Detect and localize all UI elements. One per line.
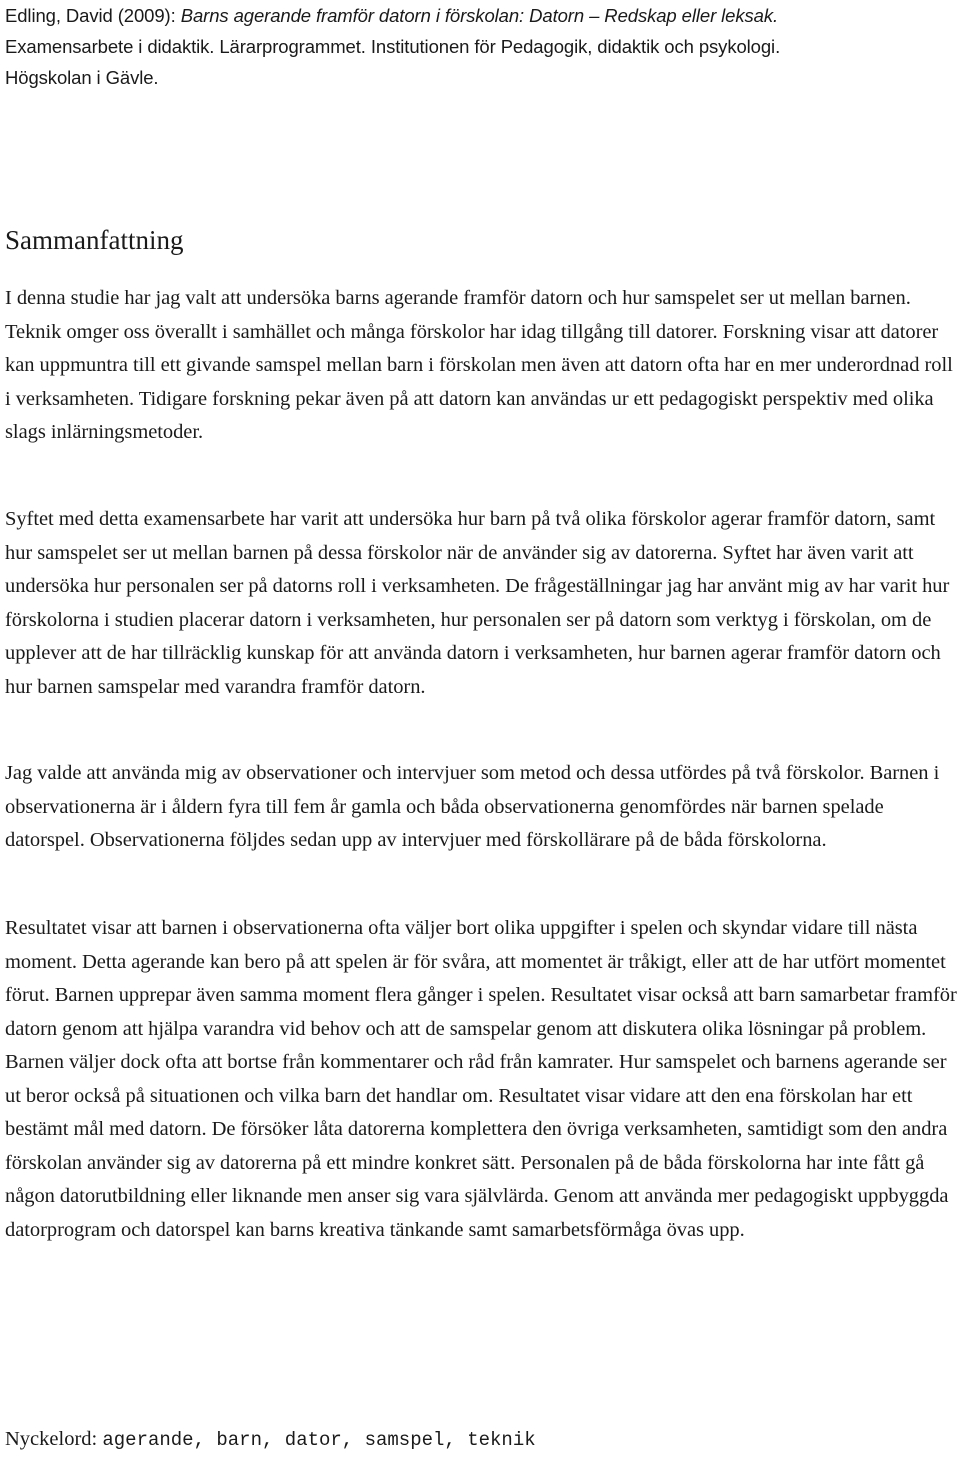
paragraph-introduction: I denna studie har jag valt att undersöka barns agerande framför datorn och hur samspelet ser ut mellan barnen. Teknik omger oss överallt i samhället och många förskolor har idag tillgång till datorer. Forskning visar att datorer kan uppmuntra till ett givande samspel mellan barn i förskolan men även att datorn ofta har en mer underordnad roll i verksamheten. Tidigare forskning pekar även på att datorn kan användas ur ett pedagogiskt perspektiv med olika slags inlärningsmetoder.	[5, 287, 953, 443]
keywords	[5, 1423, 536, 1458]
section-heading: Sammanfattning	[5, 225, 184, 255]
citation	[5, 0, 955, 93]
citation-author-year: Edling, David (2009):	[5, 5, 181, 26]
keywords-terms: agerande, barn, dator, samspel, teknik	[102, 1429, 536, 1451]
paragraph-method: Jag valde att använda mig av observationer och intervjuer som metod och dessa utfördes på två förskolor. Barnen i observationerna är i åldern fyra till fem år gamla och båda observationerna genomfördes när barnen spelade datorspel. Observationerna följdes sedan upp av intervjuer med förskollärare på de båda förskolorna.	[5, 762, 940, 851]
citation-line-1	[5, 0, 955, 31]
citation-line-2: Examensarbete i didaktik. Lärarprogrammet. Institutionen för Pedagogik, didaktik och psykologi.	[5, 36, 781, 57]
paragraph-purpose: Syftet med detta examensarbete har varit att undersöka hur barn på två olika förskolor agerar framför datorn, samt hur samspelet ser ut mellan barnen på dessa förskolor när de använder sig av datorerna. Syftet har även varit att undersöka hur personalen ser på datorns roll i verksamheten. De frågeställningar jag har använt mig av har varit hur förskolorna i studien placerar datorn i verksamheten, hur personalen ser på datorn som verktyg i förskolan, om de upplever att de har tillräcklig kunskap för att använda datorn i verksamheten, hur barnen agerar framför datorn och hur barnen samspelar med varandra framför datorn.	[5, 508, 950, 698]
citation-title: Barns agerande framför datorn i förskolan: Datorn – Redskap eller leksak.	[180, 5, 779, 26]
keywords-label: Nyckelord:	[5, 1428, 103, 1450]
paragraph-results: Resultatet visar att barnen i observationerna ofta väljer bort olika uppgifter i spelen och skyndar vidare till nästa moment. Detta agerande kan bero på att spelen är för svåra, att momentet är tråkigt, eller att de har utfört momentet förut. Barnen upprepar även samma moment flera gånger i spelen. Resultatet visar också att barn samarbetar framför datorn genom att hjälpa varandra vid behov och att de samspelar genom att diskutera olika lösningar på problem. Barnen väljer dock ofta att bortse från kommentarer och råd från kamrater. Hur samspelet och barnens agerande ser ut beror också på situationen och vilka barn det handlar om. Resultatet visar vidare att den ena förskolan har ett bestämt mål med datorn. De försöker låta datorerna komplettera den övriga verksamheten, samtidigt som den andra förskolan använder sig av datorerna på ett mindre konkret sätt. Personalen på de båda förskolorna har inte fått gå någon datorutbildning eller liknande men anser sig vara självlärda. Genom att använda mer pedagogiskt uppbyggda datorprogram och datorspel kan barns kreativa tänkande samt samarbetsförmåga övas upp.	[5, 917, 957, 1241]
citation-line-3: Högskolan i Gävle.	[5, 67, 159, 88]
